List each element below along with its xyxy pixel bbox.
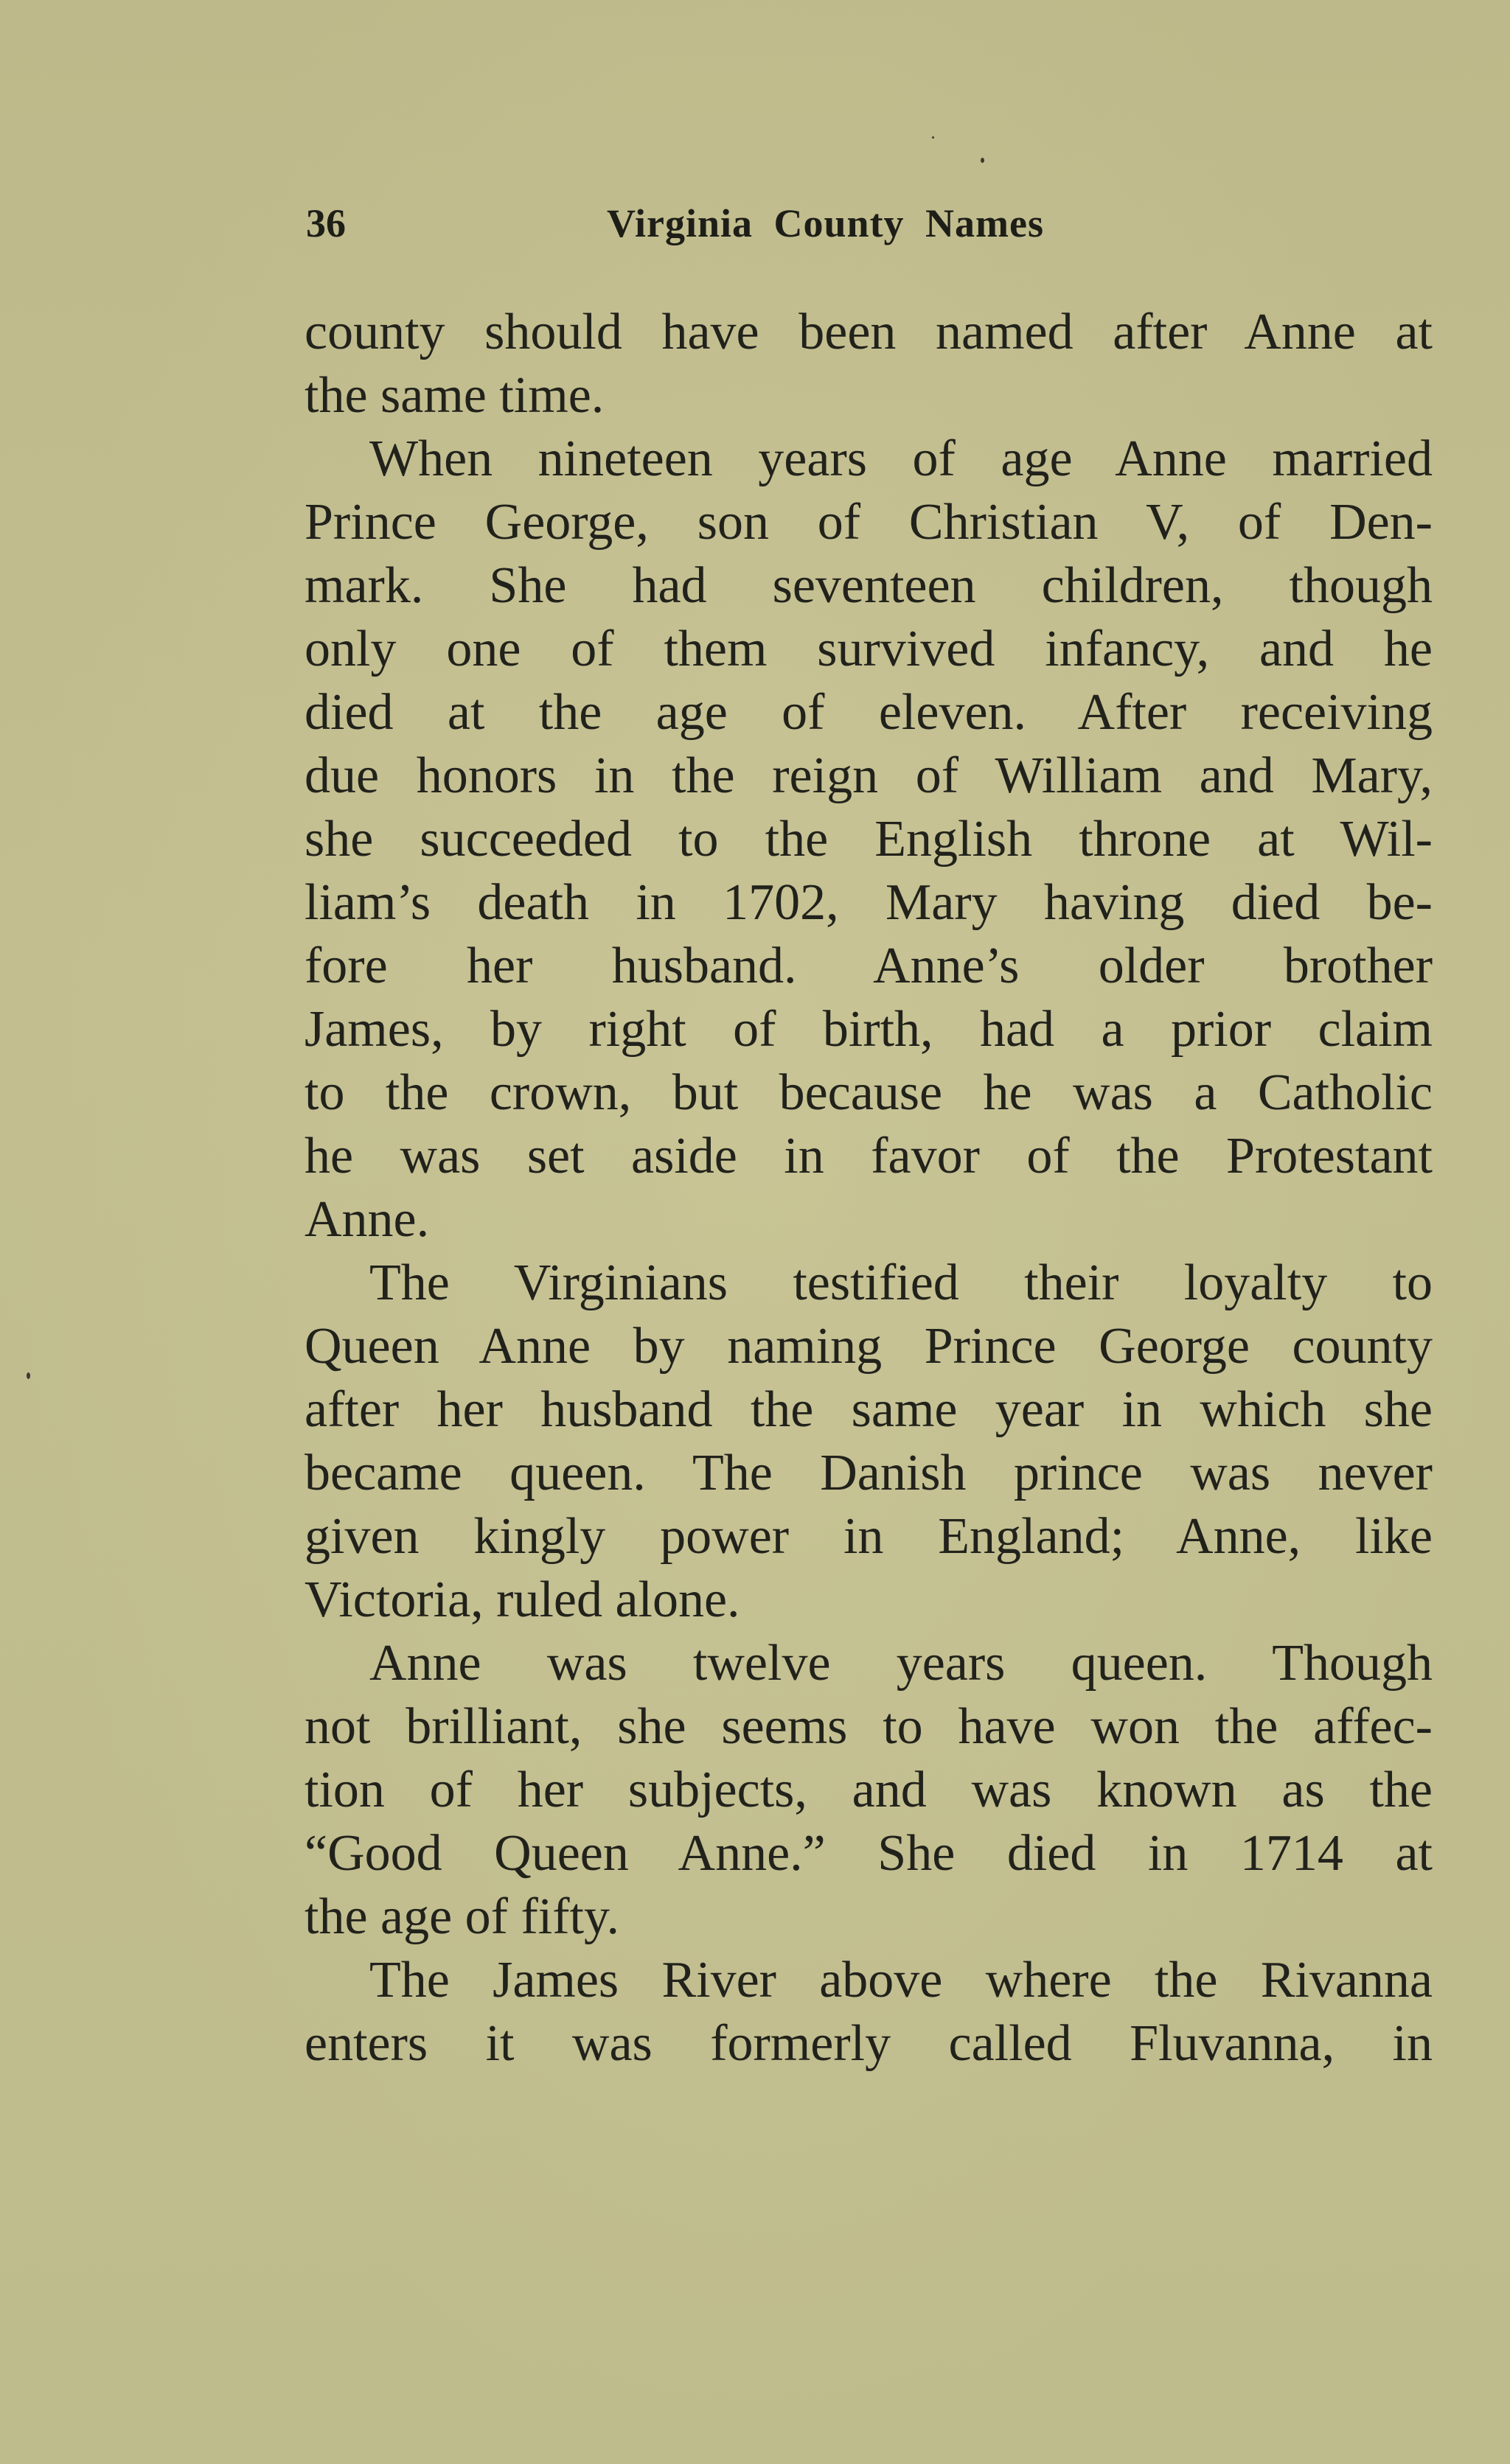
page-number: 36: [306, 201, 346, 245]
text-line: became queen. The Danish prince was never: [305, 1445, 1433, 1501]
text-line: he was set aside in favor of the Protestant: [305, 1128, 1433, 1184]
text-line: mark. She had seventeen children, though: [305, 557, 1433, 614]
text-line: died at the age of eleven. After receiving: [305, 684, 1433, 741]
text-line: Anne.: [305, 1191, 430, 1248]
text-line: Queen Anne by naming Prince George county: [305, 1318, 1433, 1375]
text-line: Victoria, ruled alone.: [305, 1571, 740, 1628]
text-line: not brilliant, she seems to have won the affec-: [305, 1698, 1433, 1755]
text-line: The James River above where the Rivanna: [369, 1952, 1433, 2008]
text-line: due honors in the reign of William and Mary,: [305, 747, 1433, 804]
text-line: the age of fifty.: [305, 1888, 619, 1945]
text-line: only one of them survived infancy, and he: [305, 621, 1433, 677]
scan-speck: [27, 1372, 30, 1379]
text-line: liam’s death in 1702, Mary having died be-: [305, 874, 1433, 931]
text-line: to the crown, but because he was a Catholic: [305, 1064, 1433, 1121]
text-line: the same time.: [305, 367, 605, 424]
text-line: given kingly power in England; Anne, like: [305, 1508, 1433, 1565]
text-line: enters it was formerly called Fluvanna, in: [305, 2015, 1433, 2072]
text-line: tion of her subjects, and was known as the: [305, 1762, 1433, 1818]
text-line: Prince George, son of Christian V, of Den-: [305, 494, 1433, 551]
text-line: The Virginians testified their loyalty to: [369, 1254, 1433, 1311]
body-text: [305, 301, 1433, 2076]
text-line: Anne was twelve years queen. Though: [369, 1635, 1433, 1692]
text-line: fore her husband. Anne’s older brother: [305, 938, 1433, 994]
text-line: When nineteen years of age Anne married: [369, 430, 1433, 487]
text-line: after her husband the same year in which she: [305, 1381, 1433, 1438]
page-header: [306, 200, 1434, 259]
text-line: James, by right of birth, had a prior claim: [305, 1001, 1433, 1058]
scan-speck: [981, 158, 984, 163]
scan-speck: [932, 136, 934, 139]
text-line: “Good Queen Anne.” She died in 1714 at: [305, 1825, 1433, 1882]
text-line: county should have been named after Anne at: [305, 304, 1433, 360]
text-line: she succeeded to the English throne at Wil-: [305, 811, 1433, 868]
running-title: Virginia County Names: [607, 201, 1045, 245]
